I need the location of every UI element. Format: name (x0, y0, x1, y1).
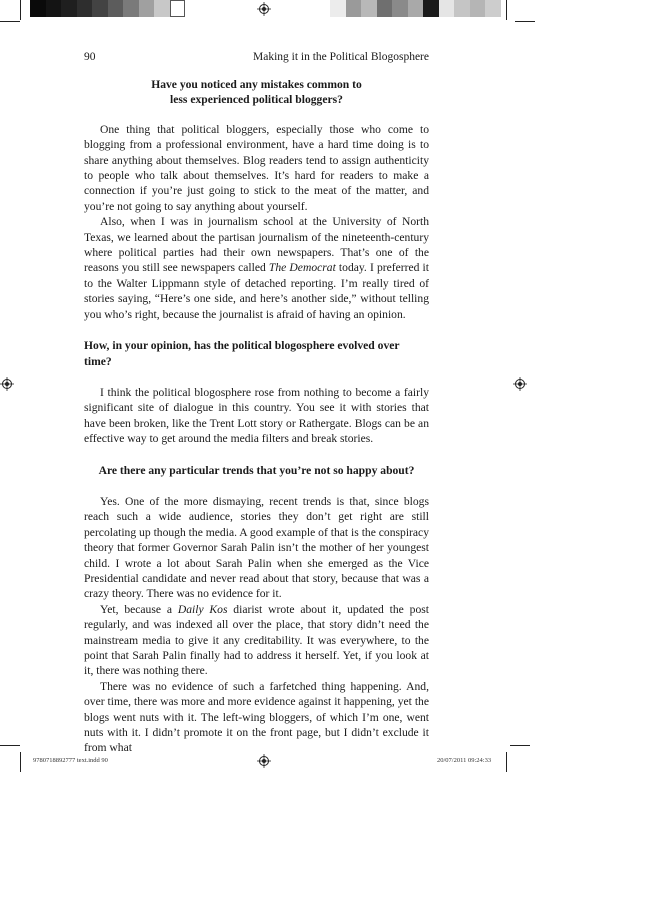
color-swatch (77, 0, 93, 17)
color-swatch (439, 0, 455, 17)
running-title: Making it in the Political Blogosphere (253, 51, 429, 63)
color-swatch (139, 0, 155, 17)
color-swatch (154, 0, 170, 17)
paragraph: Also, when I was in journalism school at the University of North Texas, we learned about the partisan journalism of the nineteenth-century where political parties had their own newspapers. That’s one of the reasons you still see newspapers called The Democrat today. I preferred it to the Walter Lippmann style of detached reporting. I’m really tired of stories saying, “Here’s one side, and here’s another side,” without telling you who’s right, because the journalist is afraid of having an opinion. (84, 215, 429, 321)
color-swatch (485, 0, 501, 17)
crop-mark (506, 0, 507, 20)
crop-mark (0, 745, 20, 746)
crop-mark (515, 21, 535, 22)
registration-target-icon (513, 377, 527, 391)
registration-target-icon (257, 754, 271, 768)
paragraph: Yet, because a Daily Kos diarist wrote about it, updated the post regularly, and was indexed all over the place, that story didn’t need the mainstream media to give it any creditability. It was everywhere, to the point that Sarah Palin finally had to address it herself. Yet, if you look at it, there was nothing there. (84, 602, 429, 678)
page-body (84, 77, 429, 756)
color-swatch (408, 0, 424, 17)
color-swatch (92, 0, 108, 17)
color-swatch (123, 0, 139, 17)
slug-file: 9780718892777 text.indd 90 (33, 757, 108, 764)
crop-mark (0, 21, 20, 22)
color-swatch (377, 0, 393, 17)
color-bar-right (330, 0, 501, 17)
question-line: Have you noticed any mistakes common to (151, 78, 362, 91)
color-bar-left (30, 0, 185, 17)
color-swatch (330, 0, 346, 17)
paragraph: One thing that political bloggers, especially those who come to blogging from a professional environment, have a hard time doing is to share anything about themselves. Blog readers tend to assign authenticity to people who talk about themselves. It’s hard for readers to make a connection if you’re just going to stick to the meat of the matter, and you’re not going to say anything about yourself. (84, 122, 429, 213)
question-line: less experienced political bloggers? (170, 93, 343, 107)
paragraph: Yes. One of the more dismaying, recent trends is that, since blogs reach such a wide audience, stories they don’t get right are still percolating up though the media. A good example of that is the conspiracy theory that former Governor Sarah Palin isn’t the mother of her youngest child. I wrote a lot about Sarah Palin when she emerged as the Vice Presidential candidate and never read about that story, because that was a crazy theory. There was no evidence for it. (84, 494, 429, 601)
color-swatch (470, 0, 486, 17)
crop-mark (510, 745, 530, 746)
paragraph: I think the political blogosphere rose from nothing to become a fairly significant site of dialogue in this country. You see it with stories that have been broken, like the Trent Lott story or Rathergate. Blogs can be an effective way to get around the media filters and break stories. (84, 385, 429, 446)
crop-mark (506, 752, 507, 772)
paragraph: There was no evidence of such a farfetched thing happening. And, over time, there was more and more evidence against it happening, yet the blogs went nuts with it. The left-wing bloggers, of which I’m one, went nuts with it. I didn’t promote it on the front page, but I didn’t exclude it from what (84, 679, 429, 755)
color-swatch (361, 0, 377, 17)
page-number: 90 (84, 51, 96, 63)
color-swatch (108, 0, 124, 17)
slug-datetime: 20/07/2011 09:24:33 (437, 757, 492, 764)
registration-target-icon (257, 2, 271, 16)
color-swatch (346, 0, 362, 17)
color-swatch (30, 0, 46, 17)
newspaper-title: The Democrat (268, 261, 336, 275)
color-swatch (423, 0, 439, 17)
color-swatch (61, 0, 77, 17)
question-heading: How, in your opinion, has the political blogosphere evolved over time? (84, 339, 400, 368)
crop-mark (20, 752, 21, 772)
blog-name: Daily Kos (177, 602, 228, 616)
color-swatch (454, 0, 470, 17)
color-swatch (392, 0, 408, 17)
color-swatch (170, 0, 186, 17)
crop-mark (20, 0, 21, 20)
color-swatch (46, 0, 62, 17)
question-heading (84, 77, 429, 108)
registration-target-icon (0, 377, 14, 391)
question-heading: Are there any particular trends that you’re not so happy about? (98, 463, 415, 477)
